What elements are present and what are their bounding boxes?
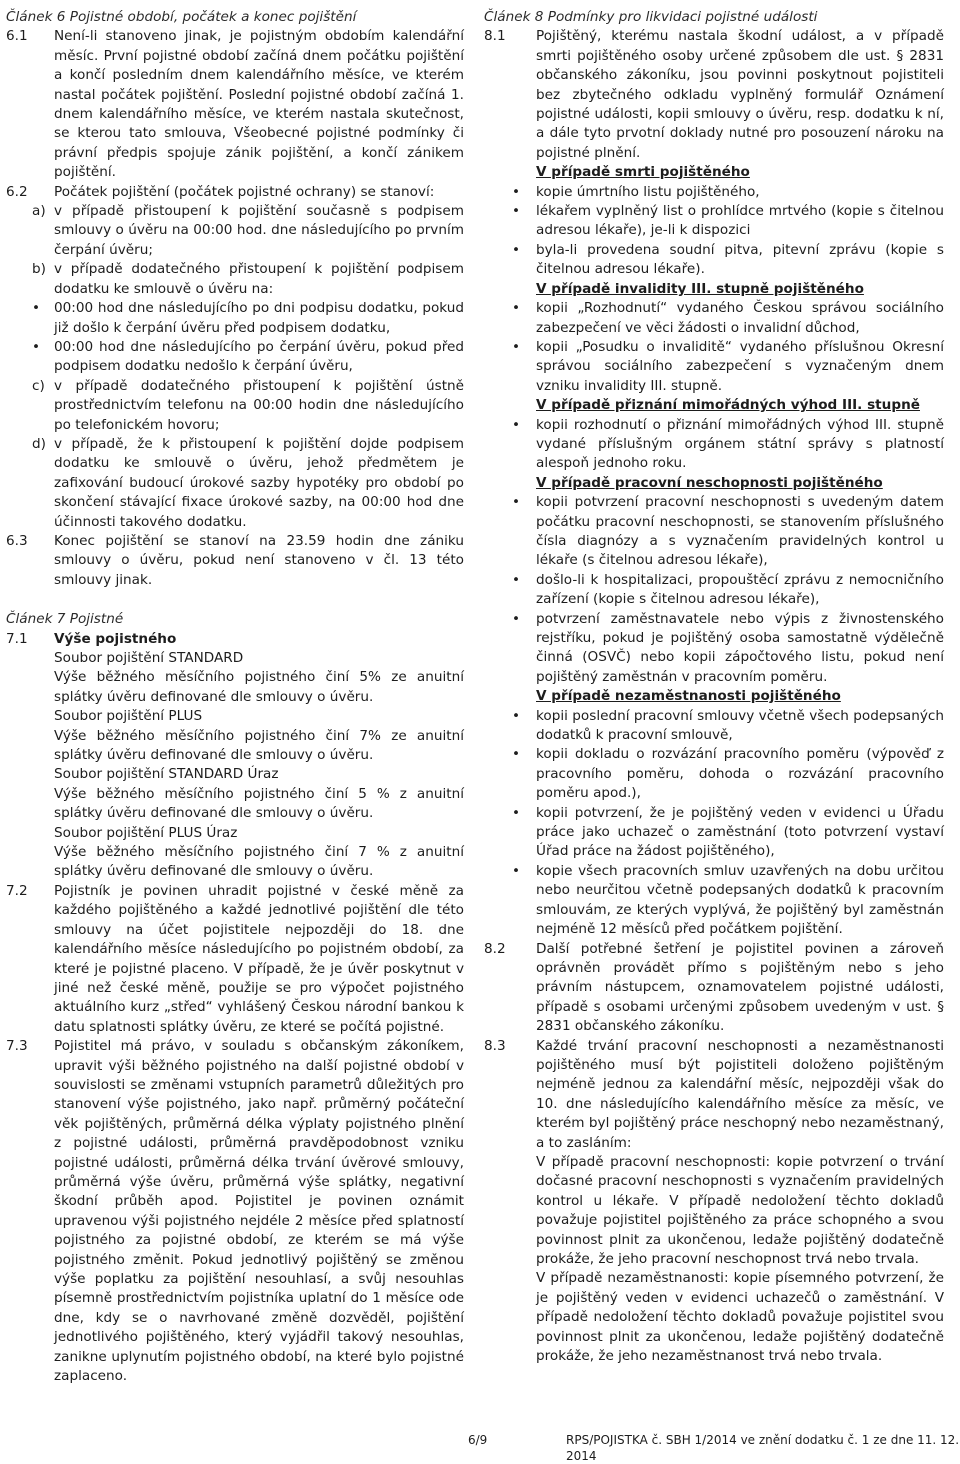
clause-text: Pojištěný, kterému nastala škodní událost, a v případě smrti pojištěného osoby určené způsobem dle ust. § 2831 občanského zákoníku, jsou povinni poskytnout pojistiteli bez zbytečného odkladu vyplněný formulář Oznámení pojistné události, kopii smlouvy o úvěru, resp. dodatku k ní, a dále tyto prvotní doklady nutné pro posouzení nároku na pojistné plnění. [536,28,944,161]
bullet-icon: • [512,746,521,763]
bullet-text: kopii dokladu o rozvázání pracovního poměru (výpověď z pracovního poměru, dohoda o rozvázání pracovního poměru apod.), [536,746,944,802]
bullet-item [512,571,944,610]
premium-line: Soubor pojištění STANDARD Úraz [54,766,279,783]
bullet-item [512,707,944,746]
sickness-evidence-paragraph: V případě pracovní neschopnosti: kopie potvrzení o trvání dočasné pracovní neschopnosti s vyznačením pravidelných kontrol u lékaře. V případě nedoložení těchto dokladů považuje pojistitel pojištěného za práce schopného a svou povinnost plnit za ukončenou, ledaže pojištěný dodatečně prokáže, že jeho pracovní neschopnost trvá nebo trvala. [536,1153,944,1267]
article-6-heading: Článek 6 Pojistné období, počátek a konec pojištění [6,9,357,25]
item-text: v případě dodatečného přistoupení k pojištění ústně prostřednictvím telefonu na 00:00 hodin dne následujícího po telefonickém hovoru; [54,377,464,433]
item-letter: c) [32,377,45,394]
premium-line: Výše běžného měsíčního pojistného činí 7% ze anuitní splátky úvěru definované dle smlouvy o úvěru. [54,727,464,764]
bullet-icon: • [512,183,521,200]
bullet-text: došlo-li k hospitalizaci, propouštěcí zprávu z nemocničního zařízení (kopie s čitelnou adresou lékaře), [536,571,944,608]
bullet-item [32,338,464,377]
bullet-text: byla-li provedena soudní pitva, pitevní zprávu (kopie s čitelnou adresou lékaře). [536,241,944,278]
bullet-item [32,299,464,338]
bullet-item [512,416,944,474]
clause-7-1 [6,630,464,649]
document-reference: RPS/POJISTKA č. SBH 1/2014 ve znění dodatku č. 1 ze dne 11. 12. 2014 [566,1433,960,1463]
bullet-text: kopii poslední pracovní smlouvy včetně všech podepsaných dodatků k pracovní smlouvě, [536,707,944,744]
bullet-icon: • [512,571,521,588]
bullet-text: kopii potvrzení, že je pojištěný veden v evidenci u Úřadu práce jako uchazeč o zaměstnání (toto potvrzení vystaví Úřad práce na žádost pojištěného), [536,804,944,860]
page-number: 6/9 [468,1433,488,1447]
bullet-icon: • [512,416,521,433]
invalidity-heading: V případě invalidity III. stupně pojištěného [536,280,864,297]
clause-7-2 [6,882,464,1037]
bullet-text: potvrzení zaměstnavatele nebo výpis z živnostenského rejstříku, pokud je pojištěný osoba samostatně výdělečně činná (OSVČ) nebo kopii zápočtového listu, pokud není pojištěný zaměstnán v pracovním poměru. [536,610,944,685]
bullet-item [512,804,944,862]
premium-line: Výše běžného měsíčního pojistného činí 7 % z anuitní splátky úvěru definované dle smlouvy o úvěru. [54,844,464,880]
premium-line: Soubor pojištění STANDARD [54,650,244,666]
item-letter: a) [32,203,46,220]
bullet-text: kopie úmrtního listu pojištěného, [536,183,760,200]
sickness-heading: V případě pracovní neschopnosti pojištěného [536,474,883,491]
premium-line: Soubor pojištění PLUS [54,708,203,725]
article-8-heading: Článek 8 Podmínky pro likvidaci pojistné události [484,9,818,25]
bullet-item [512,202,944,241]
bullet-icon: • [32,300,41,317]
bullet-item [512,610,944,688]
premium-line: Výše běžného měsíčního pojistného činí 5 % z anuitní splátky úvěru definované dle smlouvy o úvěru. [54,785,464,822]
clause-6-2-c [32,377,464,435]
bullet-icon: • [512,804,521,821]
right-column [484,8,944,1366]
bullet-icon: • [512,338,521,355]
benefits-heading: V případě přiznání mimořádných výhod III. stupně [536,397,920,414]
clause-8-3 [484,1037,944,1153]
clause-6-1 [6,27,464,182]
clause-6-2 [6,183,464,202]
clause-text: Počátek pojištění (počátek pojistné ochrany) se stanoví: [54,183,435,200]
clause-number: 6.1 [6,28,28,45]
bullet-item [512,745,944,803]
bullet-icon: • [512,203,521,220]
bullet-item [512,862,944,940]
bullet-item [512,183,944,202]
death-heading: V případě smrti pojištěného [536,164,750,181]
clause-text: Další potřebné šetření je pojistitel povinen a zároveň oprávněn provádět přímo s pojištěným nebo s jeho právním nástupcem, oznamovatelem pojistné události, případě s osobami určenými způsobem uvedeným v ust. § 2831 občanského zákoníku. [536,940,944,1035]
clause-6-2-b [32,260,464,299]
bullet-icon: • [512,707,521,724]
clause-6-2-d [32,435,464,532]
clause-text: Každé trvání pracovní neschopnosti a nezaměstnanosti pojištěného musí být pojistiteli doloženo pojištěným nejméně jednou za kalendářní měsíc, nejpozději však do 10. dne následujícího kalendářního měsíce za měsíc, ve kterém byl pojištěný práce neschopný nebo nezaměstnaný, a to zasláním: [536,1037,944,1151]
clause-7-3 [6,1037,464,1386]
bullet-text: lékařem vyplněný list o prohlídce mrtvého (kopie s čitelnou adresou lékaře), je-li k dispozici [536,203,944,239]
article-7-heading: Článek 7 Pojistné [6,611,124,628]
clause-text: Pojistitel má právo, v souladu s občanským zákoníkem, upravit výši běžného pojistného na další pojistné období v souvislosti se změnami vstupních parametrů důležitých pro stanovení výše pojistného, jako např. průměrný počáteční věk pojištěných, průměrná délka výplaty pojistného plnění z pojistné události, průměrná pravděpodobnost vzniku pojistné události, průměrná délka trvání úvěrové smlouvy, průměrná výše úvěru, průměrná výše splátky, negativní škodní průběh apod. Pojistitel je povinen oznámit upravenou výši pojistného nejdéle 2 měsíce před splatností pojistného za pojistné období, ze kterém se má výše pojistného změnit. Pokud jednotlivý pojištěný se změnou výše poplatku za pojištění nesouhlasí, a svůj nesouhlas písemně prostřednictvím pojistníka uplatní do 1 měsíce ode dne, kdy se o navrhované změně dozvěděl, pojištění jednotlivého pojištěného, který vyjádřil takový nesouhlas, zanikne uplynutím pojistného období, na které bylo pojistné zaplaceno. [54,1038,464,1385]
clause-number: 7.2 [6,882,28,899]
bullet-icon: • [512,241,521,258]
unemployment-heading: V případě nezaměstnanosti pojištěného [536,688,841,705]
bullet-icon: • [512,610,521,627]
bullet-text: kopii potvrzení pracovní neschopnosti s uvedeným datem počátku pracovní neschopnosti, se stanovením příslušného čísla diagnózy a s vyznačením pravidelných kontrol u lékaře (s čitelnou adresou lékaře), [536,494,944,569]
bullet-text: kopii rozhodnutí o přiznání mimořádných výhod III. stupně vydané příslušným orgánem státní správy s platností alespoň jednoho roku. [536,416,944,472]
bullet-icon: • [512,300,521,317]
clause-number: 7.3 [6,1038,28,1055]
clause-number: 6.2 [6,183,28,200]
clause-text: Konec pojištění se stanoví na 23.59 hodin dne zániku smlouvy o úvěru, pokud není stanoveno v čl. 13 této smlouvy jinak. [54,532,464,588]
item-letter: b) [32,261,46,278]
clause-title: Výše pojistného [54,630,177,647]
bullet-item [512,241,944,280]
item-letter: d) [32,435,46,452]
clause-text: Není-li stanoveno jinak, je pojistným obdobím kalendářní měsíc. První pojistné období začíná dnem počátku pojištění a končí posledním dnem kalendářního měsíce, ve kterém nastal počátek pojištění. Poslední pojistné období začíná 1. dnem kalendářního měsíce, ve kterém nastala skutečnost, se kterou tato smlouva, Všeobecné pojistné podmínky či právní předpis spojuje zánik pojištění, a končí zánikem pojištění. [54,28,464,181]
bullet-text: 00:00 hod dne následujícího po čerpání úvěru, pokud před podpisem dodatku nedošlo k čerpání úvěru, [54,338,464,375]
clause-number: 8.3 [484,1037,506,1054]
bullet-text: kopii „Posudku o invaliditě“ vydaného příslušnou Okresní správou sociálního zabezpečení s vyznačeným dnem vzniku invalidity III. stupně. [536,338,944,394]
bullet-icon: • [512,862,521,879]
premium-line: Soubor pojištění PLUS Úraz [54,824,238,841]
clause-text: Pojistník je povinen uhradit pojistné v české měně za každého pojištěného a každé jednotlivé pojištění dle této smlouvy na účet pojistitele nejpozději do 18. dne kalendářního měsíce následujícího po pojistném období, za které je pojistné placeno. V případě, že je úvěr poskytnut v jiné než české měně, použije se pro výpočet pojistného aktuálního kurz „střed“ vyhlášený Českou národní bankou k datu splatnosti splátky úvěru, ze které se počítá pojistné. [54,882,464,1035]
clause-6-2-a [32,202,464,260]
bullet-text: kopie všech pracovních smluv uzavřených na dobu určitou nebo neurčitou včetně podepsaných dodatků k pracovním smlouvám, ze kterých vyplývá, že pojištěný byl zaměstnán nejméně 12 měsíců před počátkem pojištění. [536,862,944,938]
clause-6-3 [6,532,464,590]
clause-number: 7.1 [6,630,28,647]
clause-number: 6.3 [6,532,28,549]
bullet-text: kopii „Rozhodnutí“ vydaného Českou správou sociálního zabezpečení ve věci žádosti o invalidní důchod, [536,300,944,336]
left-column [6,8,464,1386]
bullet-icon: • [512,494,521,511]
item-text: v případě dodatečného přistoupení k pojištění podpisem dodatku ke smlouvě o úvěru na: [54,261,464,297]
premium-line: Výše běžného měsíčního pojistného činí 5% ze anuitní splátky úvěru definované dle smlouvy o úvěru. [54,669,464,705]
unemployment-evidence-paragraph: V případě nezaměstnanosti: kopie písemného potvrzení, že je pojištěný veden v evidenci uchazečů o zaměstnání. V případě nedoložení těchto dokladů považuje pojistitel svou povinnost plnit za ukončenou, ledaže pojištěný dodatečně prokáže, že jeho nezaměstnanost trvá nebo trvala. [536,1270,944,1365]
clause-8-1 [484,27,944,163]
bullet-item [512,493,944,571]
clause-number: 8.2 [484,940,506,957]
bullet-icon: • [32,338,41,355]
bullet-text: 00:00 hod dne následujícího po dni podpisu dodatku, pokud již došlo k čerpání úvěru před podpisem dodatku, [54,300,464,336]
item-text: v případě přistoupení k pojištění současně s podpisem smlouvy o úvěru na 00:00 hod. dne následujícího po prvním čerpání úvěru; [54,203,464,258]
clause-8-2 [484,940,944,1037]
bullet-item [512,299,944,338]
clause-number: 8.1 [484,28,506,45]
bullet-item [512,338,944,396]
item-text: v případě, že k přistoupení k pojištění dojde podpisem dodatku ke smlouvě o úvěru, jehož předmětem je zafixování budoucí úrokové sazby hypotéky pro období po skončení stávající fixace úrokové sazby, na 00:00 hod dne účinnosti takového dodatku. [54,435,464,530]
